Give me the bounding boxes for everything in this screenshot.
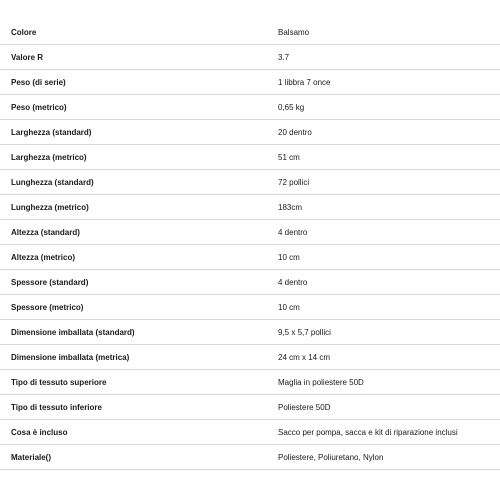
spec-row-valore-r xyxy=(0,45,500,70)
spec-label: Spessore (standard) xyxy=(11,277,89,287)
spec-row-materiale xyxy=(0,445,500,470)
spec-label: Peso (di serie) xyxy=(11,77,66,87)
spec-label: Peso (metrico) xyxy=(11,102,67,112)
spec-label: Lunghezza (standard) xyxy=(11,177,94,187)
spec-label: Larghezza (metrico) xyxy=(11,152,87,162)
spec-row-larghezza-standard xyxy=(0,120,500,145)
spec-row-dimensione-imballata-metrica xyxy=(0,345,500,370)
spec-label: Larghezza (standard) xyxy=(11,127,92,137)
spec-label: Lunghezza (metrico) xyxy=(11,202,89,212)
spec-value: Sacco per pompa, sacca e kit di riparazione inclusi xyxy=(278,427,458,437)
spec-label: Spessore (metrico) xyxy=(11,302,84,312)
spec-value: Poliestere, Poliuretano, Nylon xyxy=(278,452,384,462)
spec-row-altezza-standard xyxy=(0,220,500,245)
spec-value: 183cm xyxy=(278,202,303,212)
spec-label: Cosa è incluso xyxy=(11,427,68,437)
spec-row-tessuto-inferiore xyxy=(0,395,500,420)
spec-value: 72 pollici xyxy=(278,177,310,187)
spec-value: 4 dentro xyxy=(278,227,308,237)
spec-value: Balsamo xyxy=(278,27,310,37)
spec-row-dimensione-imballata-standard xyxy=(0,320,500,345)
spec-value: Poliestere 50D xyxy=(278,402,331,412)
spec-value: 10 cm xyxy=(278,302,300,312)
spec-label: Dimensione imballata (standard) xyxy=(11,327,135,337)
specifications-table xyxy=(0,20,500,470)
spec-row-spessore-standard xyxy=(0,270,500,295)
spec-label: Valore R xyxy=(11,52,44,62)
spec-value: 4 dentro xyxy=(278,277,308,287)
spec-value: 20 dentro xyxy=(278,127,312,137)
spec-value: 10 cm xyxy=(278,252,300,262)
spec-value: 9,5 x 5,7 pollici xyxy=(278,327,331,337)
spec-label: Altezza (metrico) xyxy=(11,252,76,262)
spec-row-lunghezza-metrico xyxy=(0,195,500,220)
spec-row-peso-standard xyxy=(0,70,500,95)
spec-row-spessore-metrico xyxy=(0,295,500,320)
spec-row-tessuto-superiore xyxy=(0,370,500,395)
spec-value: Maglia in poliestere 50D xyxy=(278,377,364,387)
spec-row-cosa-incluso xyxy=(0,420,500,445)
spec-label: Altezza (standard) xyxy=(11,227,80,237)
spec-label: Dimensione imballata (metrica) xyxy=(11,352,130,362)
spec-label: Tipo di tessuto inferiore xyxy=(11,402,102,412)
spec-row-lunghezza-standard xyxy=(0,170,500,195)
spec-row-larghezza-metrico xyxy=(0,145,500,170)
spec-value: 3.7 xyxy=(278,52,290,62)
spec-row-altezza-metrico xyxy=(0,245,500,270)
spec-value: 24 cm x 14 cm xyxy=(278,352,331,362)
spec-value: 1 libbra 7 once xyxy=(278,77,331,87)
spec-value: 0,65 kg xyxy=(278,102,305,112)
spec-row-colore xyxy=(0,20,500,45)
spec-value: 51 cm xyxy=(278,152,300,162)
spec-label: Tipo di tessuto superiore xyxy=(11,377,107,387)
spec-row-peso-metrico xyxy=(0,95,500,120)
spec-label: Colore xyxy=(11,27,37,37)
spec-label: Materiale() xyxy=(11,452,52,462)
